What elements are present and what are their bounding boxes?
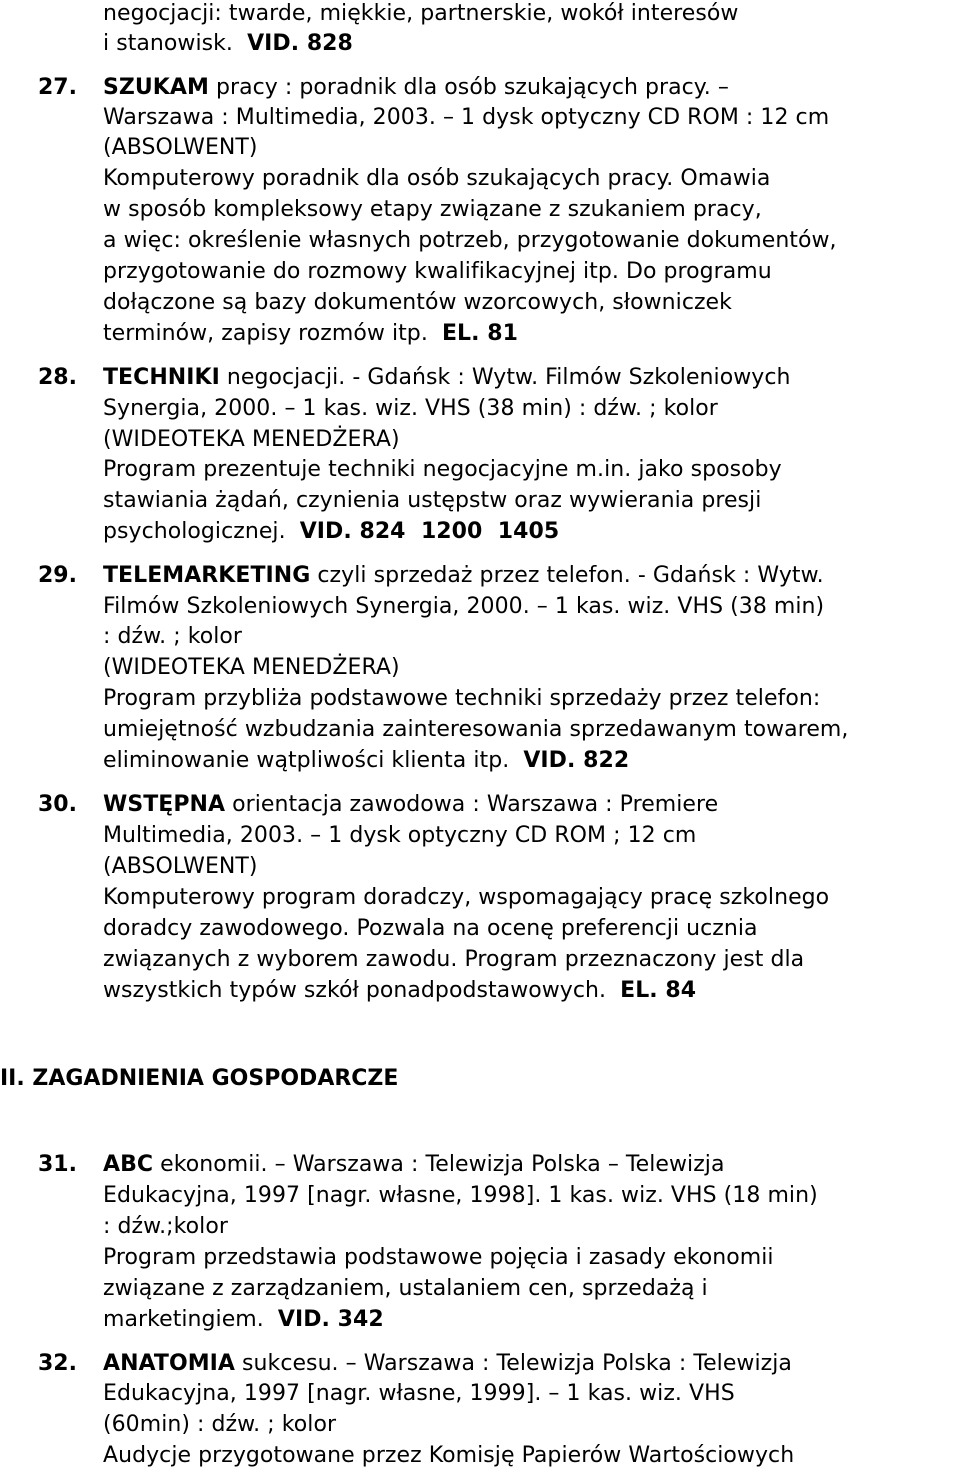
entry-27-title-rest: pracy : poradnik dla osób szukających pracy. – [208, 75, 729, 100]
entry-27-number: 27. [38, 75, 77, 100]
entry-31-code: VID. 342 [277, 1307, 384, 1332]
entry-31-number: 31. [38, 1152, 77, 1177]
entry-32-title-rest: sukcesu. – Warszawa : Telewizja Polska : Telewizja [234, 1351, 792, 1376]
entry-28-line: Synergia, 2000. – 1 kas. wiz. VHS (38 min) : dźw. ; kolor [103, 396, 718, 421]
intro-line-1: negocjacji: twarde, miękkie, partnerskie, wokół interesów [103, 1, 739, 26]
entry-29-line: (WIDEOTEKA MENEDŻERA) [103, 655, 400, 680]
entry-27-last-line [103, 320, 518, 348]
entry-29-title-rest: czyli sprzedaż przez telefon. - Gdańsk : Wytw. [310, 563, 824, 588]
entry-28-line: Program prezentuje techniki negocjacyjne m.in. jako sposoby [103, 457, 782, 482]
entry-31-last-line [103, 1306, 384, 1334]
entry-32-line: (60min) : dźw. ; kolor [103, 1412, 337, 1437]
entry-29-line: umiejętność wzbudzania zainteresowania sprzedawanym towarem, [103, 717, 849, 742]
entry-30-line: (ABSOLWENT) [103, 854, 258, 879]
entry-30-title-bold: WSTĘPNA [103, 792, 226, 817]
entry-30-line: związanych z wyborem zawodu. Program przeznaczony jest dla [103, 947, 805, 972]
entry-29-line: Filmów Szkoleniowych Synergia, 2000. – 1 kas. wiz. VHS (38 min) [103, 594, 825, 619]
entry-29-number: 29. [38, 563, 77, 588]
entry-31-line: Edukacyjna, 1997 [nagr. własne, 1998]. 1 kas. wiz. VHS (18 min) [103, 1183, 818, 1208]
entry-32-number: 32. [38, 1351, 77, 1376]
entry-28-last-line [103, 518, 559, 546]
entry-27-line: Komputerowy poradnik dla osób szukających pracy. Omawia [103, 166, 771, 191]
entry-30-code: EL. 84 [620, 978, 697, 1003]
section-heading: II. ZAGADNIENIA GOSPODARCZE [0, 1066, 399, 1091]
entry-30-line: Multimedia, 2003. – 1 dysk optyczny CD ROM ; 12 cm [103, 823, 697, 848]
entry-30-line: Komputerowy program doradczy, wspomagający pracę szkolnego [103, 885, 830, 910]
entry-28-title-bold: TECHNIKI [103, 365, 220, 390]
entry-29-line: Program przybliża podstawowe techniki sprzedaży przez telefon: [103, 686, 821, 711]
entry-31-line: związane z zarządzaniem, ustalaniem cen, sprzedażą i [103, 1276, 708, 1301]
entry-28-code: VID. 824 1200 1405 [299, 519, 560, 544]
entry-30-line: doradcy zawodowego. Pozwala na ocenę preferencji ucznia [103, 916, 758, 941]
entry-27-line: dołączone są bazy dokumentów wzorcowych, słowniczek [103, 290, 732, 315]
entry-31-line: : dźw.;kolor [103, 1214, 228, 1239]
entry-28-title-rest: negocjacji. - Gdańsk : Wytw. Filmów Szkoleniowych [219, 365, 791, 390]
entry-27-line: przygotowanie do rozmowy kwalifikacyjnej itp. Do programu [103, 259, 772, 284]
entry-29-last-text: eliminowanie wątpliwości klienta itp. [103, 748, 510, 773]
entry-30-title [103, 791, 718, 819]
entry-27-line: Warszawa : Multimedia, 2003. – 1 dysk optyczny CD ROM : 12 cm [103, 105, 830, 130]
intro-code: VID. 828 [247, 31, 353, 56]
entry-31-last-text: marketingiem. [103, 1307, 264, 1332]
entry-30-title-rest: orientacja zawodowa : Warszawa : Premiere [225, 792, 719, 817]
entry-29-title [103, 562, 824, 590]
intro-line-2 [103, 30, 353, 58]
entry-30-number: 30. [38, 792, 77, 817]
entry-30-last-text: wszystkich typów szkół ponadpodstawowych. [103, 978, 607, 1003]
entry-29-code: VID. 822 [523, 748, 630, 773]
entry-28-title [103, 364, 790, 392]
entry-31-title [103, 1151, 725, 1179]
entry-27-line: a więc: określenie własnych potrzeb, przygotowanie dokumentów, [103, 228, 837, 253]
entry-29-title-bold: TELEMARKETING [103, 563, 311, 588]
intro-line-2-text: i stanowisk. [103, 31, 233, 56]
entry-32-line: Edukacyjna, 1997 [nagr. własne, 1999]. – 1 kas. wiz. VHS [103, 1381, 735, 1406]
entry-29-last-line [103, 747, 629, 775]
entry-31-line: Program przedstawia podstawowe pojęcia i zasady ekonomii [103, 1245, 774, 1270]
entry-28-last-text: psychologicznej. [103, 519, 286, 544]
entry-27-title [103, 74, 729, 102]
entry-32-title-bold: ANATOMIA [103, 1351, 235, 1376]
entry-28-number: 28. [38, 365, 77, 390]
entry-29-line: : dźw. ; kolor [103, 624, 243, 649]
entry-31-title-bold: ABC [103, 1152, 154, 1177]
entry-28-line: stawiania żądań, czynienia ustępstw oraz wywierania presji [103, 488, 762, 513]
entry-32-line: Audycje przygotowane przez Komisję Papierów Wartościowych [103, 1443, 795, 1468]
entry-27-line: w sposób kompleksowy etapy związane z szukaniem pracy, [103, 197, 762, 222]
entry-31-title-rest: ekonomii. – Warszawa : Telewizja Polska – Telewizja [153, 1152, 725, 1177]
entry-28-line: (WIDEOTEKA MENEDŻERA) [103, 427, 400, 452]
entry-27-line: (ABSOLWENT) [103, 135, 258, 160]
entry-27-last-text: terminów, zapisy rozmów itp. [103, 321, 428, 346]
entry-27-code: EL. 81 [441, 321, 518, 346]
entry-27-title-bold: SZUKAM [103, 75, 209, 100]
entry-30-last-line [103, 977, 696, 1005]
entry-32-title [103, 1350, 792, 1378]
